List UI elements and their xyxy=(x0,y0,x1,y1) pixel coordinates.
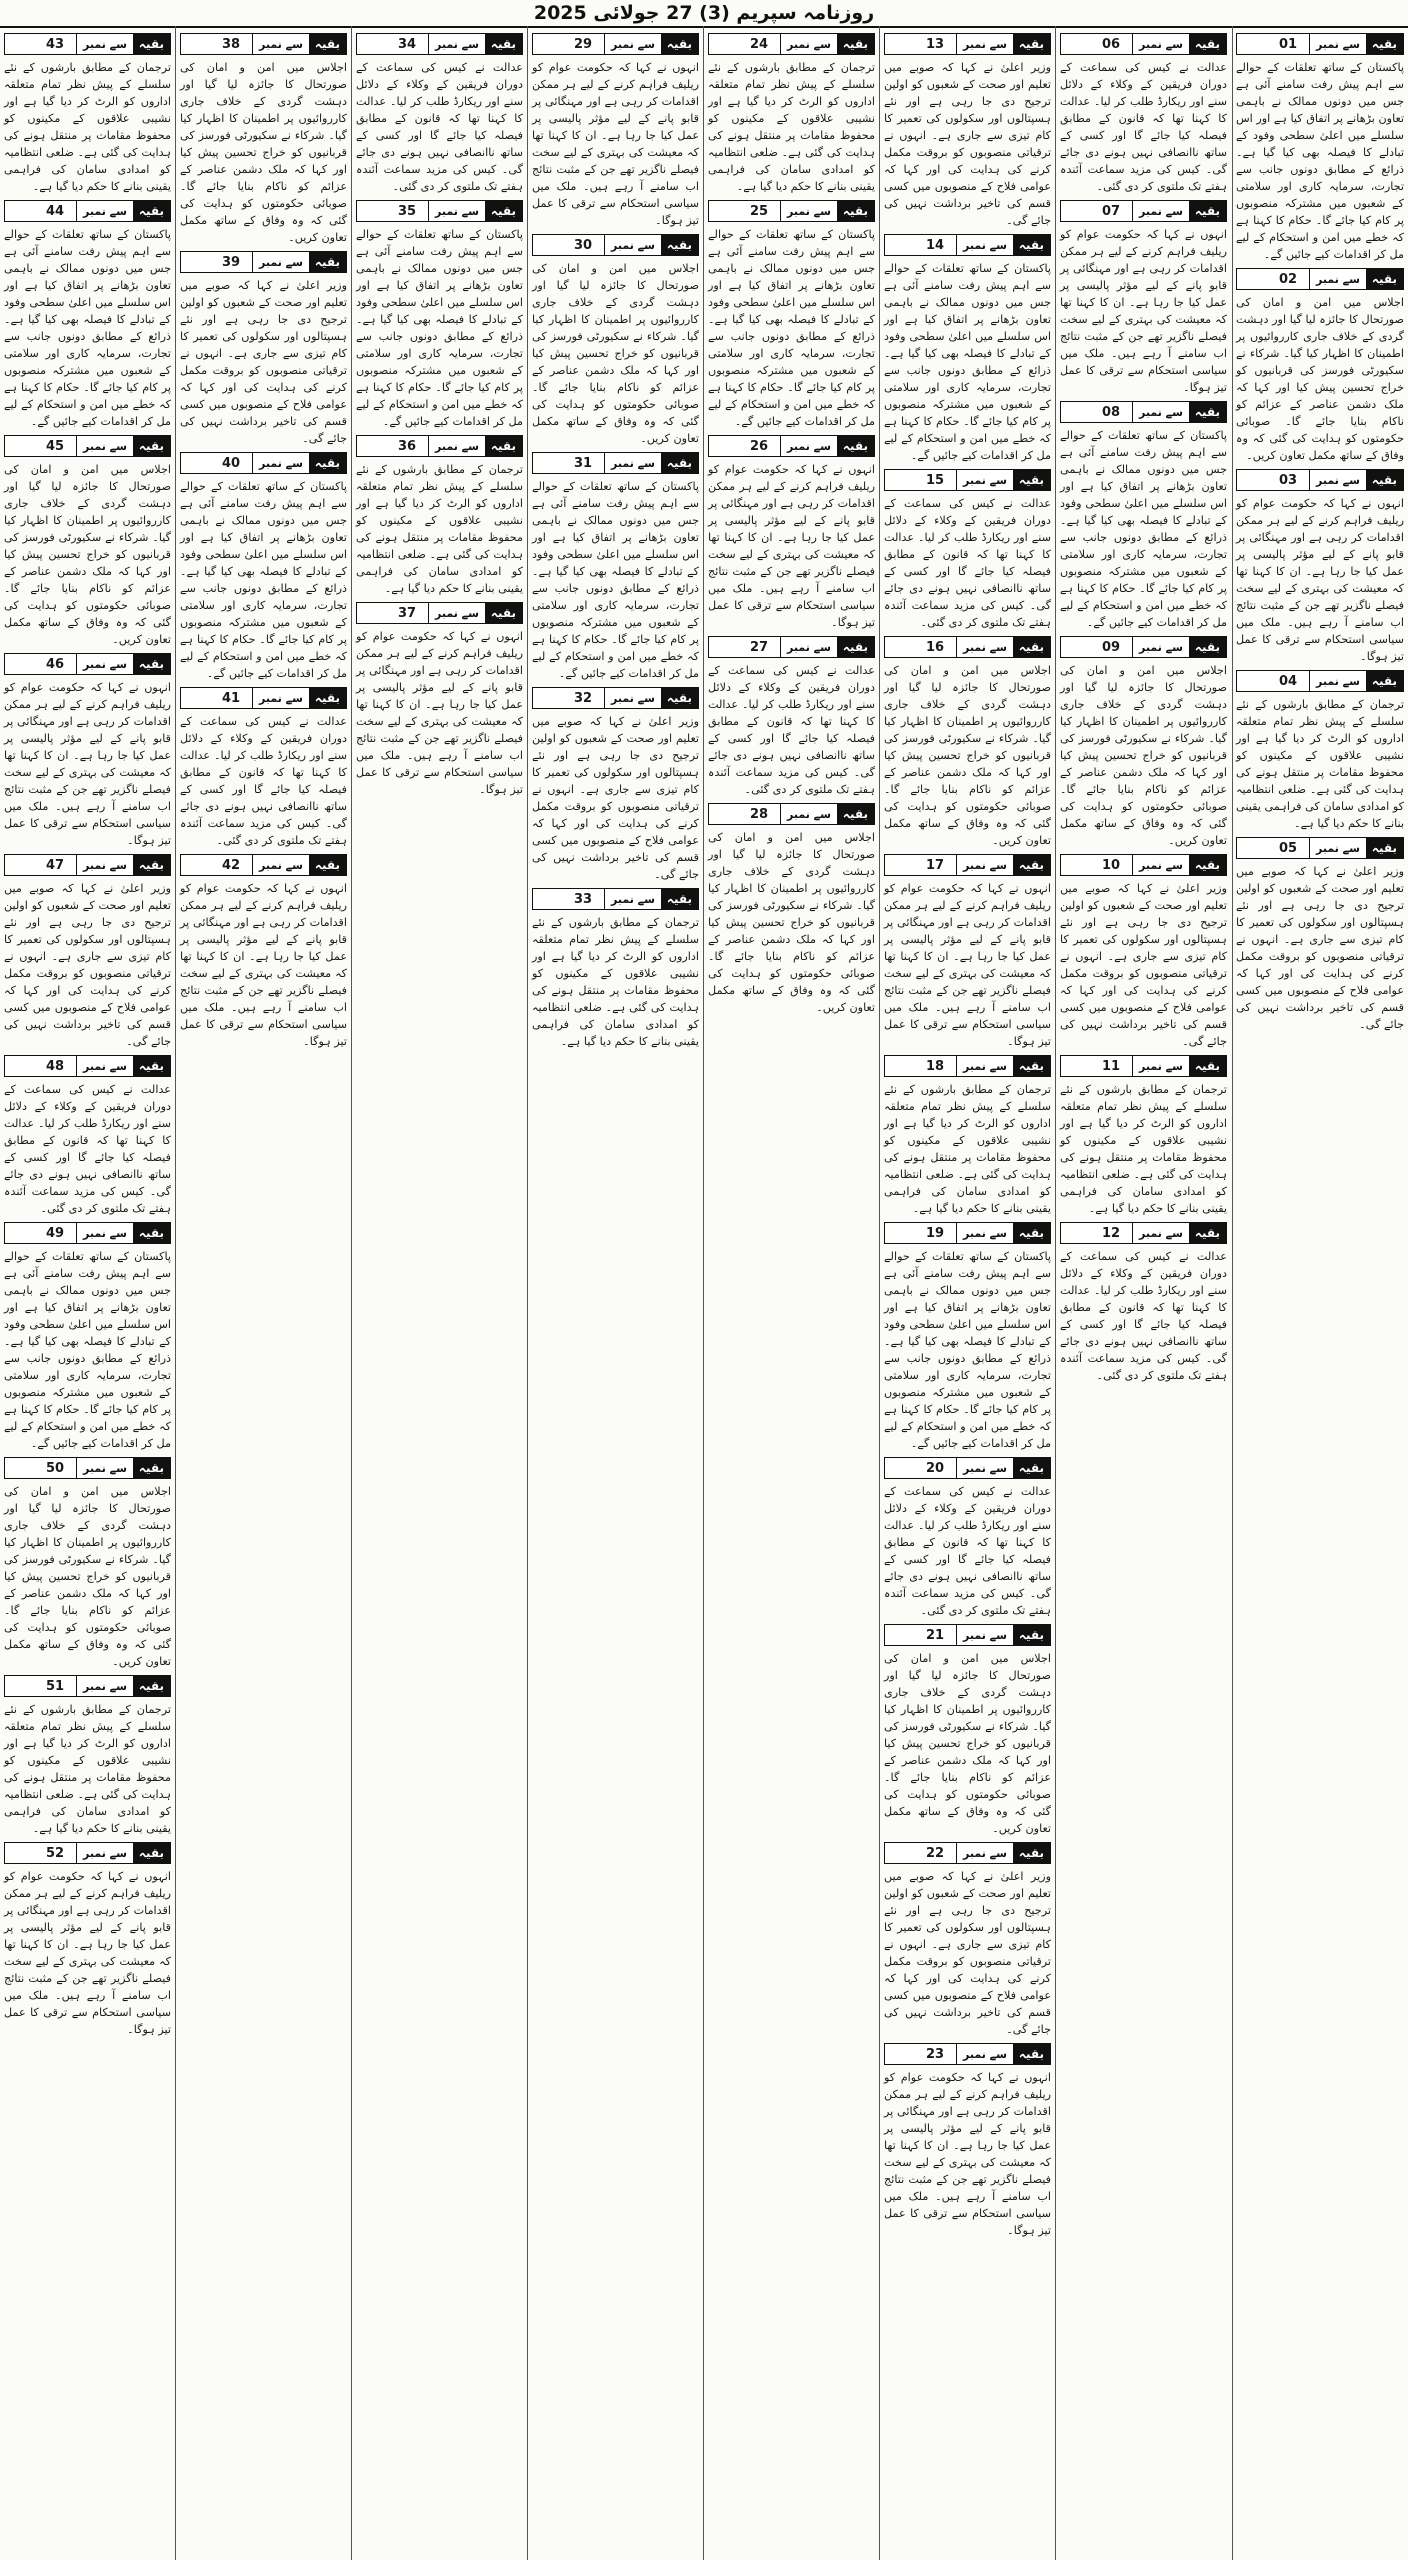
continuation-number: 49 xyxy=(34,1223,77,1243)
continuation-sub-label: سے نمبر xyxy=(605,453,661,473)
continuation-label: بقیہ xyxy=(1189,1056,1226,1076)
continuation-body-text: ترجمان کے مطابق بارشوں کے نئے سلسلے کے پیش نظر تمام متعلقہ اداروں کو الرٹ کر دیا گیا ہے اور نشیبی علاقوں کے مکینوں کو محفوظ مقامات پر منتقل ہونے کی ہدایت کی گئی ہے۔ ضلعی انتظامیہ کو امدادی سامان کی فراہمی یقینی بنانے کا حکم دیا گیا ہے۔ xyxy=(1060,1083,1227,1215)
continuation-label: بقیہ xyxy=(133,1056,170,1076)
continuation-sub-label: سے نمبر xyxy=(605,688,661,708)
continuation-sub-label: سے نمبر xyxy=(77,855,133,875)
continuation-label: بقیہ xyxy=(133,1676,170,1696)
continuation-label: بقیہ xyxy=(1013,2044,1050,2064)
continuation-body-text: ترجمان کے مطابق بارشوں کے نئے سلسلے کے پیش نظر تمام متعلقہ اداروں کو الرٹ کر دیا گیا ہے اور نشیبی علاقوں کے مکینوں کو محفوظ مقامات پر منتقل ہونے کی ہدایت کی گئی ہے۔ ضلعی انتظامیہ کو امدادی سامان کی فراہمی یقینی بنانے کا حکم دیا گیا ہے۔ xyxy=(708,61,875,193)
continuation-number: 16 xyxy=(914,637,957,657)
continuation-number: 25 xyxy=(738,201,781,221)
continuation-label: بقیہ xyxy=(133,436,170,456)
continuation-label: بقیہ xyxy=(309,688,346,708)
continuation-number: 01 xyxy=(1267,34,1310,54)
continuation-sub-label: سے نمبر xyxy=(1133,855,1189,875)
continuation-body-text: پاکستان کے ساتھ تعلقات کے حوالے سے اہم پیش رفت سامنے آئی ہے جس میں دونوں ممالک نے باہمی تعاون بڑھانے پر اتفاق کیا ہے اور اس سلسلے میں اعلیٰ سطحی وفود کے تبادلے کا فیصلہ بھی کیا گیا ہے۔ ذرائع کے مطابق دونوں جانب سے تجارت، سرمایہ کاری اور سلامتی کے شعبوں میں مشترکہ منصوبوں پر کام کیا جائے گا۔ حکام کا کہنا ہے کہ خطے میں امن و استحکام کے لیے مل کر اقدامات کیے جائیں گے۔ xyxy=(884,262,1051,462)
continuation-number: 30 xyxy=(562,235,605,255)
continuation-label: بقیہ xyxy=(133,654,170,674)
continuation-tag xyxy=(1060,401,1227,423)
continuation-sub-label: سے نمبر xyxy=(77,1843,133,1863)
continuation-sub-label: سے نمبر xyxy=(957,235,1013,255)
continuation-body-text: پاکستان کے ساتھ تعلقات کے حوالے سے اہم پیش رفت سامنے آئی ہے جس میں دونوں ممالک نے باہمی تعاون بڑھانے پر اتفاق کیا ہے اور اس سلسلے میں اعلیٰ سطحی وفود کے تبادلے کا فیصلہ بھی کیا گیا ہے۔ ذرائع کے مطابق دونوں جانب سے تجارت، سرمایہ کاری اور سلامتی کے شعبوں میں مشترکہ منصوبوں پر کام کیا جائے گا۔ حکام کا کہنا ہے کہ خطے میں امن و استحکام کے لیے مل کر اقدامات کیے جائیں گے۔ xyxy=(1236,61,1404,261)
continuation-tag xyxy=(1060,1055,1227,1077)
continuation-body-text: اجلاس میں امن و امان کی صورتحال کا جائزہ لیا گیا اور دہشت گردی کے خلاف جاری کارروائیوں پر اطمینان کا اظہار کیا گیا۔ شرکاء نے سکیورٹی فورسز کی قربانیوں کو خراج تحسین پیش کیا اور کہا کہ ملک دشمن عناصر کے عزائم کو ناکام بنایا جائے گا۔ صوبائی حکومتوں کو ہدایت کی گئی کہ وہ وفاق کے ساتھ مکمل تعاون کریں۔ xyxy=(532,262,699,445)
continuation-sub-label: سے نمبر xyxy=(77,1458,133,1478)
continuation-number: 34 xyxy=(386,34,429,54)
continuation-body-text: وزیر اعلیٰ نے کہا کہ صوبے میں تعلیم اور صحت کے شعبوں کو اولین ترجیح دی جا رہی ہے اور نئے ہسپتالوں اور سکولوں کی تعمیر کا کام تیزی سے جاری ہے۔ انہوں نے ترقیاتی منصوبوں کو بروقت مکمل کرنے کی ہدایت کی اور کہا کہ عوامی فلاح کے منصوبوں میں کسی قسم کی تاخیر برداشت نہیں کی جائے گی۔ xyxy=(180,279,347,445)
continuation-sub-label: سے نمبر xyxy=(253,453,309,473)
continuation-tag xyxy=(1236,268,1404,290)
continuation-body-text: پاکستان کے ساتھ تعلقات کے حوالے سے اہم پیش رفت سامنے آئی ہے جس میں دونوں ممالک نے باہمی تعاون بڑھانے پر اتفاق کیا ہے اور اس سلسلے میں اعلیٰ سطحی وفود کے تبادلے کا فیصلہ بھی کیا گیا ہے۔ ذرائع کے مطابق دونوں جانب سے تجارت، سرمایہ کاری اور سلامتی کے شعبوں میں مشترکہ منصوبوں پر کام کیا جائے گا۔ حکام کا کہنا ہے کہ خطے میں امن و استحکام کے لیے مل کر اقدامات کیے جائیں گے۔ xyxy=(884,1250,1051,1450)
continuation-label: بقیہ xyxy=(133,1843,170,1863)
column-6 xyxy=(352,26,527,2560)
continuation-number: 43 xyxy=(34,34,77,54)
continuation-number: 18 xyxy=(914,1056,957,1076)
continuation-body-text: اجلاس میں امن و امان کی صورتحال کا جائزہ لیا گیا اور دہشت گردی کے خلاف جاری کارروائیوں پر اطمینان کا اظہار کیا گیا۔ شرکاء نے سکیورٹی فورسز کی قربانیوں کو خراج تحسین پیش کیا اور کہا کہ ملک دشمن عناصر کے عزائم کو ناکام بنایا جائے گا۔ صوبائی حکومتوں کو ہدایت کی گئی کہ وہ وفاق کے ساتھ مکمل تعاون کریں۔ xyxy=(4,1485,171,1668)
continuation-body-text: وزیر اعلیٰ نے کہا کہ صوبے میں تعلیم اور صحت کے شعبوں کو اولین ترجیح دی جا رہی ہے اور نئے ہسپتالوں اور سکولوں کی تعمیر کا کام تیزی سے جاری ہے۔ انہوں نے ترقیاتی منصوبوں کو بروقت مکمل کرنے کی ہدایت کی اور کہا کہ عوامی فلاح کے منصوبوں میں کسی قسم کی تاخیر برداشت نہیں کی جائے گی۔ xyxy=(884,61,1051,227)
continuation-number: 05 xyxy=(1267,838,1310,858)
continuation-tag xyxy=(884,1457,1051,1479)
continuation-number: 09 xyxy=(1090,637,1133,657)
continuation-body-text: اجلاس میں امن و امان کی صورتحال کا جائزہ لیا گیا اور دہشت گردی کے خلاف جاری کارروائیوں پر اطمینان کا اظہار کیا گیا۔ شرکاء نے سکیورٹی فورسز کی قربانیوں کو خراج تحسین پیش کیا اور کہا کہ ملک دشمن عناصر کے عزائم کو ناکام بنایا جائے گا۔ صوبائی حکومتوں کو ہدایت کی گئی کہ وہ وفاق کے ساتھ مکمل تعاون کریں۔ xyxy=(180,61,347,244)
continuation-sub-label: سے نمبر xyxy=(1310,470,1366,490)
continuation-number: 41 xyxy=(210,688,253,708)
continuation-sub-label: سے نمبر xyxy=(77,1676,133,1696)
continuation-body-text: انہوں نے کہا کہ حکومت عوام کو ریلیف فراہم کرنے کے لیے ہر ممکن اقدامات کر رہی ہے اور مہنگائی پر قابو پانے کے لیے مؤثر پالیسی پر عمل کیا جا رہا ہے۔ ان کا کہنا تھا کہ معیشت کی بہتری کے لیے سخت فیصلے ناگزیر تھے جن کے مثبت نتائج اب سامنے آ رہے ہیں۔ ملک میں سیاسی استحکام سے ترقی کا عمل تیز ہوگا۔ xyxy=(4,681,171,847)
continuation-number: 12 xyxy=(1090,1223,1133,1243)
continuation-sub-label: سے نمبر xyxy=(77,1056,133,1076)
continuation-body-text: ترجمان کے مطابق بارشوں کے نئے سلسلے کے پیش نظر تمام متعلقہ اداروں کو الرٹ کر دیا گیا ہے اور نشیبی علاقوں کے مکینوں کو محفوظ مقامات پر منتقل ہونے کی ہدایت کی گئی ہے۔ ضلعی انتظامیہ کو امدادی سامان کی فراہمی یقینی بنانے کا حکم دیا گیا ہے۔ xyxy=(4,1703,171,1835)
continuation-tag xyxy=(4,200,171,222)
continuation-body-text: انہوں نے کہا کہ حکومت عوام کو ریلیف فراہم کرنے کے لیے ہر ممکن اقدامات کر رہی ہے اور مہنگائی پر قابو پانے کے لیے مؤثر پالیسی پر عمل کیا جا رہا ہے۔ ان کا کہنا تھا کہ معیشت کی بہتری کے لیے سخت فیصلے ناگزیر تھے جن کے مثبت نتائج اب سامنے آ رہے ہیں۔ ملک میں سیاسی استحکام سے ترقی کا عمل تیز ہوگا۔ xyxy=(1060,228,1227,394)
continuation-number: 28 xyxy=(738,804,781,824)
continuation-sub-label: سے نمبر xyxy=(429,201,485,221)
continuation-tag xyxy=(884,1624,1051,1646)
continuation-sub-label: سے نمبر xyxy=(253,34,309,54)
continuation-number: 07 xyxy=(1090,201,1133,221)
continuation-body-text: پاکستان کے ساتھ تعلقات کے حوالے سے اہم پیش رفت سامنے آئی ہے جس میں دونوں ممالک نے باہمی تعاون بڑھانے پر اتفاق کیا ہے اور اس سلسلے میں اعلیٰ سطحی وفود کے تبادلے کا فیصلہ بھی کیا گیا ہے۔ ذرائع کے مطابق دونوں جانب سے تجارت، سرمایہ کاری اور سلامتی کے شعبوں میں مشترکہ منصوبوں پر کام کیا جائے گا۔ حکام کا کہنا ہے کہ خطے میں امن و استحکام کے لیے مل کر اقدامات کیے جائیں گے۔ xyxy=(532,480,699,680)
continuation-label: بقیہ xyxy=(661,34,698,54)
continuation-label: بقیہ xyxy=(1013,855,1050,875)
continuation-sub-label: سے نمبر xyxy=(1133,637,1189,657)
continuation-tag xyxy=(532,234,699,256)
continuation-tag xyxy=(708,636,875,658)
continuation-body-text: اجلاس میں امن و امان کی صورتحال کا جائزہ لیا گیا اور دہشت گردی کے خلاف جاری کارروائیوں پر اطمینان کا اظہار کیا گیا۔ شرکاء نے سکیورٹی فورسز کی قربانیوں کو خراج تحسین پیش کیا اور کہا کہ ملک دشمن عناصر کے عزائم کو ناکام بنایا جائے گا۔ صوبائی حکومتوں کو ہدایت کی گئی کہ وہ وفاق کے ساتھ مکمل تعاون کریں۔ xyxy=(1060,664,1227,847)
continuation-label: بقیہ xyxy=(309,34,346,54)
continuation-tag xyxy=(884,234,1051,256)
continuation-sub-label: سے نمبر xyxy=(957,1458,1013,1478)
continuation-sub-label: سے نمبر xyxy=(1133,34,1189,54)
continuation-body-text: عدالت نے کیس کی سماعت کے دوران فریقین کے وکلاء کے دلائل سنے اور ریکارڈ طلب کر لیا۔ عدالت کا کہنا تھا کہ قانون کے مطابق فیصلہ کیا جائے گا اور کسی کے ساتھ ناانصافی نہیں ہونے دی جائے گی۔ کیس کی مزید سماعت آئندہ ہفتے تک ملتوی کر دی گئی۔ xyxy=(356,61,523,193)
continuation-label: بقیہ xyxy=(1366,34,1403,54)
continuation-sub-label: سے نمبر xyxy=(957,2044,1013,2064)
continuation-body-text: عدالت نے کیس کی سماعت کے دوران فریقین کے وکلاء کے دلائل سنے اور ریکارڈ طلب کر لیا۔ عدالت کا کہنا تھا کہ قانون کے مطابق فیصلہ کیا جائے گا اور کسی کے ساتھ ناانصافی نہیں ہونے دی جائے گی۔ کیس کی مزید سماعت آئندہ ہفتے تک ملتوی کر دی گئی۔ xyxy=(1060,1250,1227,1382)
continuation-label: بقیہ xyxy=(1366,269,1403,289)
continuation-label: بقیہ xyxy=(133,855,170,875)
column-4 xyxy=(704,26,879,2560)
continuation-sub-label: سے نمبر xyxy=(605,34,661,54)
continuation-number: 31 xyxy=(562,453,605,473)
continuation-sub-label: سے نمبر xyxy=(429,603,485,623)
column-divider xyxy=(527,26,528,2560)
continuation-tag xyxy=(884,1842,1051,1864)
continuation-body-text: انہوں نے کہا کہ حکومت عوام کو ریلیف فراہم کرنے کے لیے ہر ممکن اقدامات کر رہی ہے اور مہنگائی پر قابو پانے کے لیے مؤثر پالیسی پر عمل کیا جا رہا ہے۔ ان کا کہنا تھا کہ معیشت کی بہتری کے لیے سخت فیصلے ناگزیر تھے جن کے مثبت نتائج اب سامنے آ رہے ہیں۔ ملک میں سیاسی استحکام سے ترقی کا عمل تیز ہوگا۔ xyxy=(356,630,523,796)
continuation-sub-label: سے نمبر xyxy=(781,436,837,456)
continuation-number: 32 xyxy=(562,688,605,708)
continuation-tag xyxy=(180,251,347,273)
column-divider xyxy=(351,26,352,2560)
continuation-number: 36 xyxy=(386,436,429,456)
continuation-sub-label: سے نمبر xyxy=(957,855,1013,875)
continuation-label: بقیہ xyxy=(1189,637,1226,657)
continuation-body-text: وزیر اعلیٰ نے کہا کہ صوبے میں تعلیم اور صحت کے شعبوں کو اولین ترجیح دی جا رہی ہے اور نئے ہسپتالوں اور سکولوں کی تعمیر کا کام تیزی سے جاری ہے۔ انہوں نے ترقیاتی منصوبوں کو بروقت مکمل کرنے کی ہدایت کی اور کہا کہ عوامی فلاح کے منصوبوں میں کسی قسم کی تاخیر برداشت نہیں کی جائے گی۔ xyxy=(532,715,699,881)
continuation-label: بقیہ xyxy=(1013,1458,1050,1478)
column-divider xyxy=(175,26,176,2560)
continuation-body-text: وزیر اعلیٰ نے کہا کہ صوبے میں تعلیم اور صحت کے شعبوں کو اولین ترجیح دی جا رہی ہے اور نئے ہسپتالوں اور سکولوں کی تعمیر کا کام تیزی سے جاری ہے۔ انہوں نے ترقیاتی منصوبوں کو بروقت مکمل کرنے کی ہدایت کی اور کہا کہ عوامی فلاح کے منصوبوں میں کسی قسم کی تاخیر برداشت نہیں کی جائے گی۔ xyxy=(884,1870,1051,2036)
continuation-body-text: انہوں نے کہا کہ حکومت عوام کو ریلیف فراہم کرنے کے لیے ہر ممکن اقدامات کر رہی ہے اور مہنگائی پر قابو پانے کے لیے مؤثر پالیسی پر عمل کیا جا رہا ہے۔ ان کا کہنا تھا کہ معیشت کی بہتری کے لیے سخت فیصلے ناگزیر تھے جن کے مثبت نتائج اب سامنے آ رہے ہیں۔ ملک میں سیاسی استحکام سے ترقی کا عمل تیز ہوگا۔ xyxy=(884,882,1051,1048)
continuation-label: بقیہ xyxy=(1013,470,1050,490)
continuation-sub-label: سے نمبر xyxy=(957,1625,1013,1645)
continuation-tag xyxy=(884,1222,1051,1244)
continuation-number: 20 xyxy=(914,1458,957,1478)
continuation-sub-label: سے نمبر xyxy=(1310,34,1366,54)
continuation-label: بقیہ xyxy=(309,855,346,875)
continuation-number: 15 xyxy=(914,470,957,490)
column-7 xyxy=(176,26,351,2560)
continuation-tag xyxy=(4,435,171,457)
continuation-tag xyxy=(884,636,1051,658)
continuation-label: بقیہ xyxy=(1366,470,1403,490)
continuation-label: بقیہ xyxy=(837,201,874,221)
continuation-label: بقیہ xyxy=(133,1458,170,1478)
continuation-sub-label: سے نمبر xyxy=(77,34,133,54)
continuation-sub-label: سے نمبر xyxy=(253,252,309,272)
continuation-tag xyxy=(356,33,523,55)
continuation-number: 40 xyxy=(210,453,253,473)
continuation-tag xyxy=(1060,636,1227,658)
continuation-tag xyxy=(884,33,1051,55)
continuation-number: 38 xyxy=(210,34,253,54)
continuation-number: 23 xyxy=(914,2044,957,2064)
continuation-tag xyxy=(708,803,875,825)
continuation-body-text: ترجمان کے مطابق بارشوں کے نئے سلسلے کے پیش نظر تمام متعلقہ اداروں کو الرٹ کر دیا گیا ہے اور نشیبی علاقوں کے مکینوں کو محفوظ مقامات پر منتقل ہونے کی ہدایت کی گئی ہے۔ ضلعی انتظامیہ کو امدادی سامان کی فراہمی یقینی بنانے کا حکم دیا گیا ہے۔ xyxy=(884,1083,1051,1215)
continuation-number: 08 xyxy=(1090,402,1133,422)
continuation-tag xyxy=(532,452,699,474)
column-divider xyxy=(703,26,704,2560)
continuation-body-text: پاکستان کے ساتھ تعلقات کے حوالے سے اہم پیش رفت سامنے آئی ہے جس میں دونوں ممالک نے باہمی تعاون بڑھانے پر اتفاق کیا ہے اور اس سلسلے میں اعلیٰ سطحی وفود کے تبادلے کا فیصلہ بھی کیا گیا ہے۔ ذرائع کے مطابق دونوں جانب سے تجارت، سرمایہ کاری اور سلامتی کے شعبوں میں مشترکہ منصوبوں پر کام کیا جائے گا۔ حکام کا کہنا ہے کہ خطے میں امن و استحکام کے لیے مل کر اقدامات کیے جائیں گے۔ xyxy=(356,228,523,428)
continuation-sub-label: سے نمبر xyxy=(77,201,133,221)
continuation-sub-label: سے نمبر xyxy=(605,889,661,909)
continuation-body-text: انہوں نے کہا کہ حکومت عوام کو ریلیف فراہم کرنے کے لیے ہر ممکن اقدامات کر رہی ہے اور مہنگائی پر قابو پانے کے لیے مؤثر پالیسی پر عمل کیا جا رہا ہے۔ ان کا کہنا تھا کہ معیشت کی بہتری کے لیے سخت فیصلے ناگزیر تھے جن کے مثبت نتائج اب سامنے آ رہے ہیں۔ ملک میں سیاسی استحکام سے ترقی کا عمل تیز ہوگا۔ xyxy=(532,61,699,227)
continuation-number: 45 xyxy=(34,436,77,456)
continuation-number: 51 xyxy=(34,1676,77,1696)
continuation-sub-label: سے نمبر xyxy=(253,688,309,708)
continuation-tag xyxy=(356,602,523,624)
column-5 xyxy=(528,26,703,2560)
continuation-tag xyxy=(532,33,699,55)
continuation-number: 22 xyxy=(914,1843,957,1863)
continuation-tag xyxy=(4,1222,171,1244)
continuation-label: بقیہ xyxy=(837,804,874,824)
continuation-sub-label: سے نمبر xyxy=(957,470,1013,490)
column-divider xyxy=(1232,26,1233,2560)
continuation-sub-label: سے نمبر xyxy=(781,637,837,657)
continuation-number: 48 xyxy=(34,1056,77,1076)
continuation-number: 44 xyxy=(34,201,77,221)
continuation-tag xyxy=(4,854,171,876)
continuation-tag xyxy=(884,2043,1051,2065)
continuation-sub-label: سے نمبر xyxy=(77,1223,133,1243)
continuation-number: 27 xyxy=(738,637,781,657)
masthead-date-line: روزنامہ سپریم (3) 27 جولائی 2025 xyxy=(0,0,1408,28)
continuation-tag xyxy=(1236,469,1404,491)
continuation-label: بقیہ xyxy=(1189,1223,1226,1243)
continuation-tag xyxy=(4,653,171,675)
continuation-number: 10 xyxy=(1090,855,1133,875)
continuation-body-text: اجلاس میں امن و امان کی صورتحال کا جائزہ لیا گیا اور دہشت گردی کے خلاف جاری کارروائیوں پر اطمینان کا اظہار کیا گیا۔ شرکاء نے سکیورٹی فورسز کی قربانیوں کو خراج تحسین پیش کیا اور کہا کہ ملک دشمن عناصر کے عزائم کو ناکام بنایا جائے گا۔ صوبائی حکومتوں کو ہدایت کی گئی کہ وہ وفاق کے ساتھ مکمل تعاون کریں۔ xyxy=(884,664,1051,847)
continuation-body-text: پاکستان کے ساتھ تعلقات کے حوالے سے اہم پیش رفت سامنے آئی ہے جس میں دونوں ممالک نے باہمی تعاون بڑھانے پر اتفاق کیا ہے اور اس سلسلے میں اعلیٰ سطحی وفود کے تبادلے کا فیصلہ بھی کیا گیا ہے۔ ذرائع کے مطابق دونوں جانب سے تجارت، سرمایہ کاری اور سلامتی کے شعبوں میں مشترکہ منصوبوں پر کام کیا جائے گا۔ حکام کا کہنا ہے کہ خطے میں امن و استحکام کے لیے مل کر اقدامات کیے جائیں گے۔ xyxy=(4,1250,171,1450)
continuation-label: بقیہ xyxy=(1013,34,1050,54)
continuation-tag xyxy=(180,452,347,474)
continuation-label: بقیہ xyxy=(661,889,698,909)
column-divider xyxy=(1055,26,1056,2560)
continuation-label: بقیہ xyxy=(485,436,522,456)
continuation-tag xyxy=(180,33,347,55)
continuation-body-text: انہوں نے کہا کہ حکومت عوام کو ریلیف فراہم کرنے کے لیے ہر ممکن اقدامات کر رہی ہے اور مہنگائی پر قابو پانے کے لیے مؤثر پالیسی پر عمل کیا جا رہا ہے۔ ان کا کہنا تھا کہ معیشت کی بہتری کے لیے سخت فیصلے ناگزیر تھے جن کے مثبت نتائج اب سامنے آ رہے ہیں۔ ملک میں سیاسی استحکام سے ترقی کا عمل تیز ہوگا۔ xyxy=(180,882,347,1048)
continuation-label: بقیہ xyxy=(133,34,170,54)
continuation-label: بقیہ xyxy=(661,453,698,473)
continuation-body-text: اجلاس میں امن و امان کی صورتحال کا جائزہ لیا گیا اور دہشت گردی کے خلاف جاری کارروائیوں پر اطمینان کا اظہار کیا گیا۔ شرکاء نے سکیورٹی فورسز کی قربانیوں کو خراج تحسین پیش کیا اور کہا کہ ملک دشمن عناصر کے عزائم کو ناکام بنایا جائے گا۔ صوبائی حکومتوں کو ہدایت کی گئی کہ وہ وفاق کے ساتھ مکمل تعاون کریں۔ xyxy=(884,1652,1051,1835)
continuation-number: 14 xyxy=(914,235,957,255)
continuation-sub-label: سے نمبر xyxy=(957,1223,1013,1243)
continuation-tag xyxy=(180,687,347,709)
continuation-label: بقیہ xyxy=(1366,671,1403,691)
continuation-body-text: وزیر اعلیٰ نے کہا کہ صوبے میں تعلیم اور صحت کے شعبوں کو اولین ترجیح دی جا رہی ہے اور نئے ہسپتالوں اور سکولوں کی تعمیر کا کام تیزی سے جاری ہے۔ انہوں نے ترقیاتی منصوبوں کو بروقت مکمل کرنے کی ہدایت کی اور کہا کہ عوامی فلاح کے منصوبوں میں کسی قسم کی تاخیر برداشت نہیں کی جائے گی۔ xyxy=(1060,882,1227,1048)
continuation-tag xyxy=(4,1842,171,1864)
continuation-label: بقیہ xyxy=(1189,34,1226,54)
continuation-number: 11 xyxy=(1090,1056,1133,1076)
continuation-label: بقیہ xyxy=(1189,402,1226,422)
continuation-label: بقیہ xyxy=(485,201,522,221)
continuation-tag xyxy=(4,1055,171,1077)
continuation-label: بقیہ xyxy=(1013,637,1050,657)
continuation-sub-label: سے نمبر xyxy=(605,235,661,255)
continuation-sub-label: سے نمبر xyxy=(781,804,837,824)
continuation-sub-label: سے نمبر xyxy=(253,855,309,875)
continuation-body-text: پاکستان کے ساتھ تعلقات کے حوالے سے اہم پیش رفت سامنے آئی ہے جس میں دونوں ممالک نے باہمی تعاون بڑھانے پر اتفاق کیا ہے اور اس سلسلے میں اعلیٰ سطحی وفود کے تبادلے کا فیصلہ بھی کیا گیا ہے۔ ذرائع کے مطابق دونوں جانب سے تجارت، سرمایہ کاری اور سلامتی کے شعبوں میں مشترکہ منصوبوں پر کام کیا جائے گا۔ حکام کا کہنا ہے کہ خطے میں امن و استحکام کے لیے مل کر اقدامات کیے جائیں گے۔ xyxy=(4,228,171,428)
continuation-sub-label: سے نمبر xyxy=(1133,201,1189,221)
continuation-tag xyxy=(356,435,523,457)
continuation-number: 21 xyxy=(914,1625,957,1645)
continuation-label: بقیہ xyxy=(1013,1843,1050,1863)
continuation-body-text: وزیر اعلیٰ نے کہا کہ صوبے میں تعلیم اور صحت کے شعبوں کو اولین ترجیح دی جا رہی ہے اور نئے ہسپتالوں اور سکولوں کی تعمیر کا کام تیزی سے جاری ہے۔ انہوں نے ترقیاتی منصوبوں کو بروقت مکمل کرنے کی ہدایت کی اور کہا کہ عوامی فلاح کے منصوبوں میں کسی قسم کی تاخیر برداشت نہیں کی جائے گی۔ xyxy=(1236,865,1404,1031)
column-divider xyxy=(879,26,880,2560)
continuation-tag xyxy=(884,1055,1051,1077)
continuation-label: بقیہ xyxy=(837,637,874,657)
continuation-number: 42 xyxy=(210,855,253,875)
continuation-tag xyxy=(4,1675,171,1697)
continuation-sub-label: سے نمبر xyxy=(1310,269,1366,289)
continuation-label: بقیہ xyxy=(661,235,698,255)
continuation-body-text: عدالت نے کیس کی سماعت کے دوران فریقین کے وکلاء کے دلائل سنے اور ریکارڈ طلب کر لیا۔ عدالت کا کہنا تھا کہ قانون کے مطابق فیصلہ کیا جائے گا اور کسی کے ساتھ ناانصافی نہیں ہونے دی جائے گی۔ کیس کی مزید سماعت آئندہ ہفتے تک ملتوی کر دی گئی۔ xyxy=(1060,61,1227,193)
continuation-number: 24 xyxy=(738,34,781,54)
continuation-body-text: ترجمان کے مطابق بارشوں کے نئے سلسلے کے پیش نظر تمام متعلقہ اداروں کو الرٹ کر دیا گیا ہے اور نشیبی علاقوں کے مکینوں کو محفوظ مقامات پر منتقل ہونے کی ہدایت کی گئی ہے۔ ضلعی انتظامیہ کو امدادی سامان کی فراہمی یقینی بنانے کا حکم دیا گیا ہے۔ xyxy=(1236,698,1404,830)
continuation-tag xyxy=(884,469,1051,491)
continuation-number: 35 xyxy=(386,201,429,221)
continuation-body-text: اجلاس میں امن و امان کی صورتحال کا جائزہ لیا گیا اور دہشت گردی کے خلاف جاری کارروائیوں پر اطمینان کا اظہار کیا گیا۔ شرکاء نے سکیورٹی فورسز کی قربانیوں کو خراج تحسین پیش کیا اور کہا کہ ملک دشمن عناصر کے عزائم کو ناکام بنایا جائے گا۔ صوبائی حکومتوں کو ہدایت کی گئی کہ وہ وفاق کے ساتھ مکمل تعاون کریں۔ xyxy=(708,831,875,1014)
continuation-body-text: پاکستان کے ساتھ تعلقات کے حوالے سے اہم پیش رفت سامنے آئی ہے جس میں دونوں ممالک نے باہمی تعاون بڑھانے پر اتفاق کیا ہے اور اس سلسلے میں اعلیٰ سطحی وفود کے تبادلے کا فیصلہ بھی کیا گیا ہے۔ ذرائع کے مطابق دونوں جانب سے تجارت، سرمایہ کاری اور سلامتی کے شعبوں میں مشترکہ منصوبوں پر کام کیا جائے گا۔ حکام کا کہنا ہے کہ خطے میں امن و استحکام کے لیے مل کر اقدامات کیے جائیں گے۔ xyxy=(1060,429,1227,629)
continuation-number: 13 xyxy=(914,34,957,54)
continuation-sub-label: سے نمبر xyxy=(77,654,133,674)
continuation-sub-label: سے نمبر xyxy=(1310,671,1366,691)
continuation-number: 17 xyxy=(914,855,957,875)
continuation-body-text: انہوں نے کہا کہ حکومت عوام کو ریلیف فراہم کرنے کے لیے ہر ممکن اقدامات کر رہی ہے اور مہنگائی پر قابو پانے کے لیے مؤثر پالیسی پر عمل کیا جا رہا ہے۔ ان کا کہنا تھا کہ معیشت کی بہتری کے لیے سخت فیصلے ناگزیر تھے جن کے مثبت نتائج اب سامنے آ رہے ہیں۔ ملک میں سیاسی استحکام سے ترقی کا عمل تیز ہوگا۔ xyxy=(884,2071,1051,2237)
column-3 xyxy=(880,26,1055,2560)
continuation-label: بقیہ xyxy=(1013,235,1050,255)
continuation-label: بقیہ xyxy=(1189,201,1226,221)
continuation-body-text: اجلاس میں امن و امان کی صورتحال کا جائزہ لیا گیا اور دہشت گردی کے خلاف جاری کارروائیوں پر اطمینان کا اظہار کیا گیا۔ شرکاء نے سکیورٹی فورسز کی قربانیوں کو خراج تحسین پیش کیا اور کہا کہ ملک دشمن عناصر کے عزائم کو ناکام بنایا جائے گا۔ صوبائی حکومتوں کو ہدایت کی گئی کہ وہ وفاق کے ساتھ مکمل تعاون کریں۔ xyxy=(4,463,171,646)
continuation-label: بقیہ xyxy=(837,34,874,54)
continuation-number: 02 xyxy=(1267,269,1310,289)
column-2 xyxy=(1056,26,1231,2560)
continuation-label: بقیہ xyxy=(1013,1625,1050,1645)
continuation-body-text: وزیر اعلیٰ نے کہا کہ صوبے میں تعلیم اور صحت کے شعبوں کو اولین ترجیح دی جا رہی ہے اور نئے ہسپتالوں اور سکولوں کی تعمیر کا کام تیزی سے جاری ہے۔ انہوں نے ترقیاتی منصوبوں کو بروقت مکمل کرنے کی ہدایت کی اور کہا کہ عوامی فلاح کے منصوبوں میں کسی قسم کی تاخیر برداشت نہیں کی جائے گی۔ xyxy=(4,882,171,1048)
continuation-label: بقیہ xyxy=(1366,838,1403,858)
continuation-tag xyxy=(708,435,875,457)
continuation-number: 19 xyxy=(914,1223,957,1243)
continuation-sub-label: سے نمبر xyxy=(781,201,837,221)
continuation-label: بقیہ xyxy=(1013,1056,1050,1076)
continuation-sub-label: سے نمبر xyxy=(957,34,1013,54)
continuation-body-text: ترجمان کے مطابق بارشوں کے نئے سلسلے کے پیش نظر تمام متعلقہ اداروں کو الرٹ کر دیا گیا ہے اور نشیبی علاقوں کے مکینوں کو محفوظ مقامات پر منتقل ہونے کی ہدایت کی گئی ہے۔ ضلعی انتظامیہ کو امدادی سامان کی فراہمی یقینی بنانے کا حکم دیا گیا ہے۔ xyxy=(356,463,523,595)
continuation-tag xyxy=(708,200,875,222)
continuation-tag xyxy=(1236,33,1404,55)
continuation-label: بقیہ xyxy=(309,453,346,473)
column-1 xyxy=(1232,26,1408,2560)
continuation-body-text: انہوں نے کہا کہ حکومت عوام کو ریلیف فراہم کرنے کے لیے ہر ممکن اقدامات کر رہی ہے اور مہنگائی پر قابو پانے کے لیے مؤثر پالیسی پر عمل کیا جا رہا ہے۔ ان کا کہنا تھا کہ معیشت کی بہتری کے لیے سخت فیصلے ناگزیر تھے جن کے مثبت نتائج اب سامنے آ رہے ہیں۔ ملک میں سیاسی استحکام سے ترقی کا عمل تیز ہوگا۔ xyxy=(708,463,875,629)
continuation-body-text: انہوں نے کہا کہ حکومت عوام کو ریلیف فراہم کرنے کے لیے ہر ممکن اقدامات کر رہی ہے اور مہنگائی پر قابو پانے کے لیے مؤثر پالیسی پر عمل کیا جا رہا ہے۔ ان کا کہنا تھا کہ معیشت کی بہتری کے لیے سخت فیصلے ناگزیر تھے جن کے مثبت نتائج اب سامنے آ رہے ہیں۔ ملک میں سیاسی استحکام سے ترقی کا عمل تیز ہوگا۔ xyxy=(1236,497,1404,663)
continuation-number: 39 xyxy=(210,252,253,272)
continuation-tag xyxy=(1060,33,1227,55)
continuation-label: بقیہ xyxy=(1013,1223,1050,1243)
continuation-tag xyxy=(884,854,1051,876)
continuation-label: بقیہ xyxy=(309,252,346,272)
continuation-tag xyxy=(1060,200,1227,222)
continuation-label: بقیہ xyxy=(133,201,170,221)
continuation-body-text: اجلاس میں امن و امان کی صورتحال کا جائزہ لیا گیا اور دہشت گردی کے خلاف جاری کارروائیوں پر اطمینان کا اظہار کیا گیا۔ شرکاء نے سکیورٹی فورسز کی قربانیوں کو خراج تحسین پیش کیا اور کہا کہ ملک دشمن عناصر کے عزائم کو ناکام بنایا جائے گا۔ صوبائی حکومتوں کو ہدایت کی گئی کہ وہ وفاق کے ساتھ مکمل تعاون کریں۔ xyxy=(1236,296,1404,462)
continuation-tag xyxy=(532,888,699,910)
continuation-tag xyxy=(708,33,875,55)
continuation-sub-label: سے نمبر xyxy=(1133,1223,1189,1243)
continuation-number: 50 xyxy=(34,1458,77,1478)
continuation-body-text: پاکستان کے ساتھ تعلقات کے حوالے سے اہم پیش رفت سامنے آئی ہے جس میں دونوں ممالک نے باہمی تعاون بڑھانے پر اتفاق کیا ہے اور اس سلسلے میں اعلیٰ سطحی وفود کے تبادلے کا فیصلہ بھی کیا گیا ہے۔ ذرائع کے مطابق دونوں جانب سے تجارت، سرمایہ کاری اور سلامتی کے شعبوں میں مشترکہ منصوبوں پر کام کیا جائے گا۔ حکام کا کہنا ہے کہ خطے میں امن و استحکام کے لیے مل کر اقدامات کیے جائیں گے۔ xyxy=(180,480,347,680)
continuation-body-text: ترجمان کے مطابق بارشوں کے نئے سلسلے کے پیش نظر تمام متعلقہ اداروں کو الرٹ کر دیا گیا ہے اور نشیبی علاقوں کے مکینوں کو محفوظ مقامات پر منتقل ہونے کی ہدایت کی گئی ہے۔ ضلعی انتظامیہ کو امدادی سامان کی فراہمی یقینی بنانے کا حکم دیا گیا ہے۔ xyxy=(532,916,699,1048)
continuation-label: بقیہ xyxy=(485,34,522,54)
continuation-sub-label: سے نمبر xyxy=(957,1843,1013,1863)
continuation-sub-label: سے نمبر xyxy=(1133,1056,1189,1076)
continuation-label: بقیہ xyxy=(837,436,874,456)
continuation-sub-label: سے نمبر xyxy=(429,436,485,456)
column-8 xyxy=(0,26,175,2560)
continuation-body-text: عدالت نے کیس کی سماعت کے دوران فریقین کے وکلاء کے دلائل سنے اور ریکارڈ طلب کر لیا۔ عدالت کا کہنا تھا کہ قانون کے مطابق فیصلہ کیا جائے گا اور کسی کے ساتھ ناانصافی نہیں ہونے دی جائے گی۔ کیس کی مزید سماعت آئندہ ہفتے تک ملتوی کر دی گئی۔ xyxy=(884,1485,1051,1617)
continuation-sub-label: سے نمبر xyxy=(1310,838,1366,858)
continuation-number: 06 xyxy=(1090,34,1133,54)
continuation-body-text: عدالت نے کیس کی سماعت کے دوران فریقین کے وکلاء کے دلائل سنے اور ریکارڈ طلب کر لیا۔ عدالت کا کہنا تھا کہ قانون کے مطابق فیصلہ کیا جائے گا اور کسی کے ساتھ ناانصافی نہیں ہونے دی جائے گی۔ کیس کی مزید سماعت آئندہ ہفتے تک ملتوی کر دی گئی۔ xyxy=(4,1083,171,1215)
continuation-sub-label: سے نمبر xyxy=(781,34,837,54)
continuation-number: 47 xyxy=(34,855,77,875)
continuation-body-text: پاکستان کے ساتھ تعلقات کے حوالے سے اہم پیش رفت سامنے آئی ہے جس میں دونوں ممالک نے باہمی تعاون بڑھانے پر اتفاق کیا ہے اور اس سلسلے میں اعلیٰ سطحی وفود کے تبادلے کا فیصلہ بھی کیا گیا ہے۔ ذرائع کے مطابق دونوں جانب سے تجارت، سرمایہ کاری اور سلامتی کے شعبوں میں مشترکہ منصوبوں پر کام کیا جائے گا۔ حکام کا کہنا ہے کہ خطے میں امن و استحکام کے لیے مل کر اقدامات کیے جائیں گے۔ xyxy=(708,228,875,428)
continuation-label: بقیہ xyxy=(661,688,698,708)
continuation-number: 04 xyxy=(1267,671,1310,691)
continuation-number: 46 xyxy=(34,654,77,674)
continuation-number: 33 xyxy=(562,889,605,909)
continuation-tag xyxy=(532,687,699,709)
continuation-tag xyxy=(1236,837,1404,859)
continuation-body-text: انہوں نے کہا کہ حکومت عوام کو ریلیف فراہم کرنے کے لیے ہر ممکن اقدامات کر رہی ہے اور مہنگائی پر قابو پانے کے لیے مؤثر پالیسی پر عمل کیا جا رہا ہے۔ ان کا کہنا تھا کہ معیشت کی بہتری کے لیے سخت فیصلے ناگزیر تھے جن کے مثبت نتائج اب سامنے آ رہے ہیں۔ ملک میں سیاسی استحکام سے ترقی کا عمل تیز ہوگا۔ xyxy=(4,1870,171,2036)
continuation-tag xyxy=(1236,670,1404,692)
continuation-tag xyxy=(1060,854,1227,876)
continuation-tag xyxy=(1060,1222,1227,1244)
continuation-body-text: عدالت نے کیس کی سماعت کے دوران فریقین کے وکلاء کے دلائل سنے اور ریکارڈ طلب کر لیا۔ عدالت کا کہنا تھا کہ قانون کے مطابق فیصلہ کیا جائے گا اور کسی کے ساتھ ناانصافی نہیں ہونے دی جائے گی۔ کیس کی مزید سماعت آئندہ ہفتے تک ملتوی کر دی گئی۔ xyxy=(708,664,875,796)
continuation-body-text: عدالت نے کیس کی سماعت کے دوران فریقین کے وکلاء کے دلائل سنے اور ریکارڈ طلب کر لیا۔ عدالت کا کہنا تھا کہ قانون کے مطابق فیصلہ کیا جائے گا اور کسی کے ساتھ ناانصافی نہیں ہونے دی جائے گی۔ کیس کی مزید سماعت آئندہ ہفتے تک ملتوی کر دی گئی۔ xyxy=(180,715,347,847)
continuation-body-text: ترجمان کے مطابق بارشوں کے نئے سلسلے کے پیش نظر تمام متعلقہ اداروں کو الرٹ کر دیا گیا ہے اور نشیبی علاقوں کے مکینوں کو محفوظ مقامات پر منتقل ہونے کی ہدایت کی گئی ہے۔ ضلعی انتظامیہ کو امدادی سامان کی فراہمی یقینی بنانے کا حکم دیا گیا ہے۔ xyxy=(4,61,171,193)
continuation-label: بقیہ xyxy=(485,603,522,623)
continuation-number: 26 xyxy=(738,436,781,456)
continuation-number: 37 xyxy=(386,603,429,623)
continuation-number: 29 xyxy=(562,34,605,54)
continuation-tag xyxy=(4,1457,171,1479)
continuation-sub-label: سے نمبر xyxy=(1133,402,1189,422)
continuation-number: 03 xyxy=(1267,470,1310,490)
continuation-sub-label: سے نمبر xyxy=(429,34,485,54)
continuation-label: بقیہ xyxy=(133,1223,170,1243)
continuation-sub-label: سے نمبر xyxy=(957,1056,1013,1076)
continuation-tag xyxy=(4,33,171,55)
continuation-sub-label: سے نمبر xyxy=(957,637,1013,657)
continuation-tag xyxy=(356,200,523,222)
continuation-number: 52 xyxy=(34,1843,77,1863)
continuation-label: بقیہ xyxy=(1189,855,1226,875)
continuation-tag xyxy=(180,854,347,876)
continuation-sub-label: سے نمبر xyxy=(77,436,133,456)
continuation-body-text: عدالت نے کیس کی سماعت کے دوران فریقین کے وکلاء کے دلائل سنے اور ریکارڈ طلب کر لیا۔ عدالت کا کہنا تھا کہ قانون کے مطابق فیصلہ کیا جائے گا اور کسی کے ساتھ ناانصافی نہیں ہونے دی جائے گی۔ کیس کی مزید سماعت آئندہ ہفتے تک ملتوی کر دی گئی۔ xyxy=(884,497,1051,629)
